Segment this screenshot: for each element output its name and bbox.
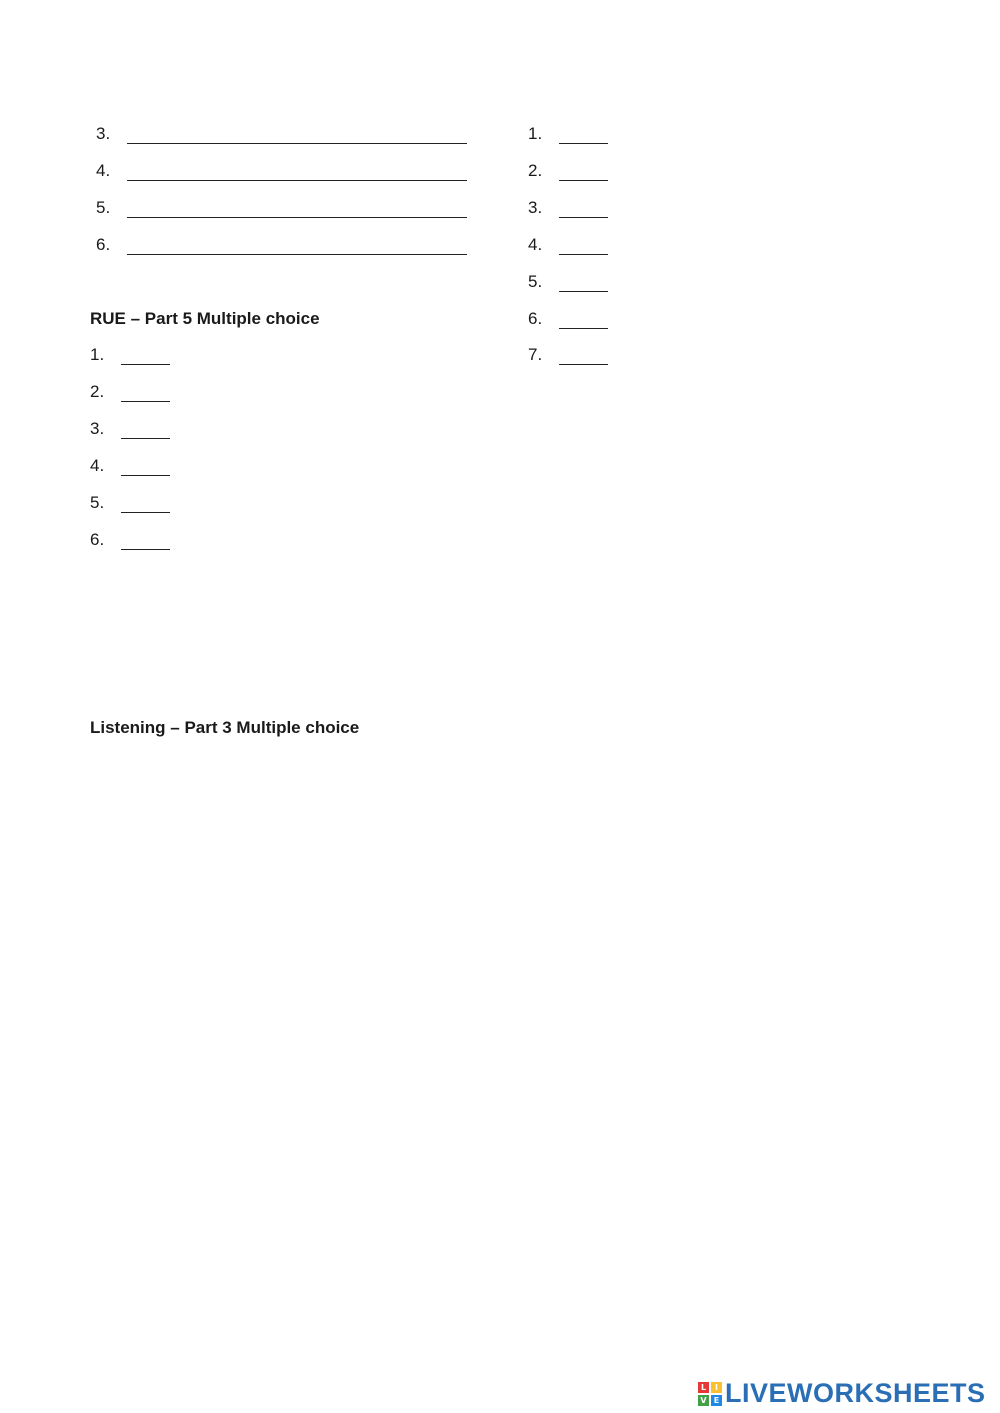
answer-blank[interactable] [127, 166, 467, 181]
item-number: 4. [528, 235, 543, 254]
answer-blank[interactable] [121, 424, 170, 439]
logo-letter-i: I [711, 1382, 722, 1393]
section-heading-listening: Listening – Part 3 Multiple choice [90, 718, 360, 737]
answer-row [528, 235, 608, 255]
answer-row [90, 419, 170, 439]
item-number: 3. [528, 198, 543, 217]
item-number: 2. [90, 382, 105, 401]
answer-row [528, 161, 608, 181]
answer-blank[interactable] [559, 350, 608, 365]
item-number: 4. [90, 456, 105, 475]
answer-blank[interactable] [127, 240, 467, 255]
answer-blank[interactable] [121, 535, 170, 550]
item-number: 3. [90, 419, 105, 438]
liveworksheets-logo [698, 1378, 986, 1409]
answer-row [528, 272, 608, 292]
item-number: 4. [96, 161, 111, 180]
answer-row [90, 493, 170, 513]
answer-row [96, 198, 467, 218]
item-number: 1. [528, 124, 543, 143]
logo-letter-e: E [711, 1395, 722, 1406]
answer-row [528, 124, 608, 144]
answer-row [96, 161, 467, 181]
answer-blank[interactable] [559, 314, 608, 329]
logo-letter-l: L [698, 1382, 709, 1393]
item-number: 6. [528, 309, 543, 328]
answer-blank[interactable] [121, 461, 170, 476]
answer-blank[interactable] [559, 277, 608, 292]
answer-row [90, 382, 170, 402]
item-number: 6. [96, 235, 111, 254]
logo-icon [698, 1382, 722, 1406]
item-number: 3. [96, 124, 111, 143]
answer-row [90, 345, 170, 365]
item-number: 7. [528, 345, 543, 364]
answer-blank[interactable] [559, 203, 608, 218]
answer-row [90, 530, 170, 550]
answer-row [528, 198, 608, 218]
answer-blank[interactable] [121, 498, 170, 513]
item-number: 5. [90, 493, 105, 512]
answer-blank[interactable] [127, 203, 467, 218]
answer-blank[interactable] [121, 387, 170, 402]
item-number: 5. [528, 272, 543, 291]
answer-blank[interactable] [127, 129, 467, 144]
item-number: 6. [90, 530, 105, 549]
answer-blank[interactable] [559, 129, 608, 144]
answer-row [90, 456, 170, 476]
item-number: 2. [528, 161, 543, 180]
answer-blank[interactable] [121, 350, 170, 365]
answer-blank[interactable] [559, 240, 608, 255]
brand-name: LIVEWORKSHEETS [725, 1378, 986, 1408]
item-number: 1. [90, 345, 105, 364]
item-number: 5. [96, 198, 111, 217]
answer-blank[interactable] [559, 166, 608, 181]
answer-row [528, 345, 608, 365]
logo-letter-v: V [698, 1395, 709, 1406]
answer-row [96, 124, 467, 144]
answer-row [528, 309, 608, 329]
answer-row [96, 235, 467, 255]
section-heading-rue: RUE – Part 5 Multiple choice [90, 309, 320, 328]
